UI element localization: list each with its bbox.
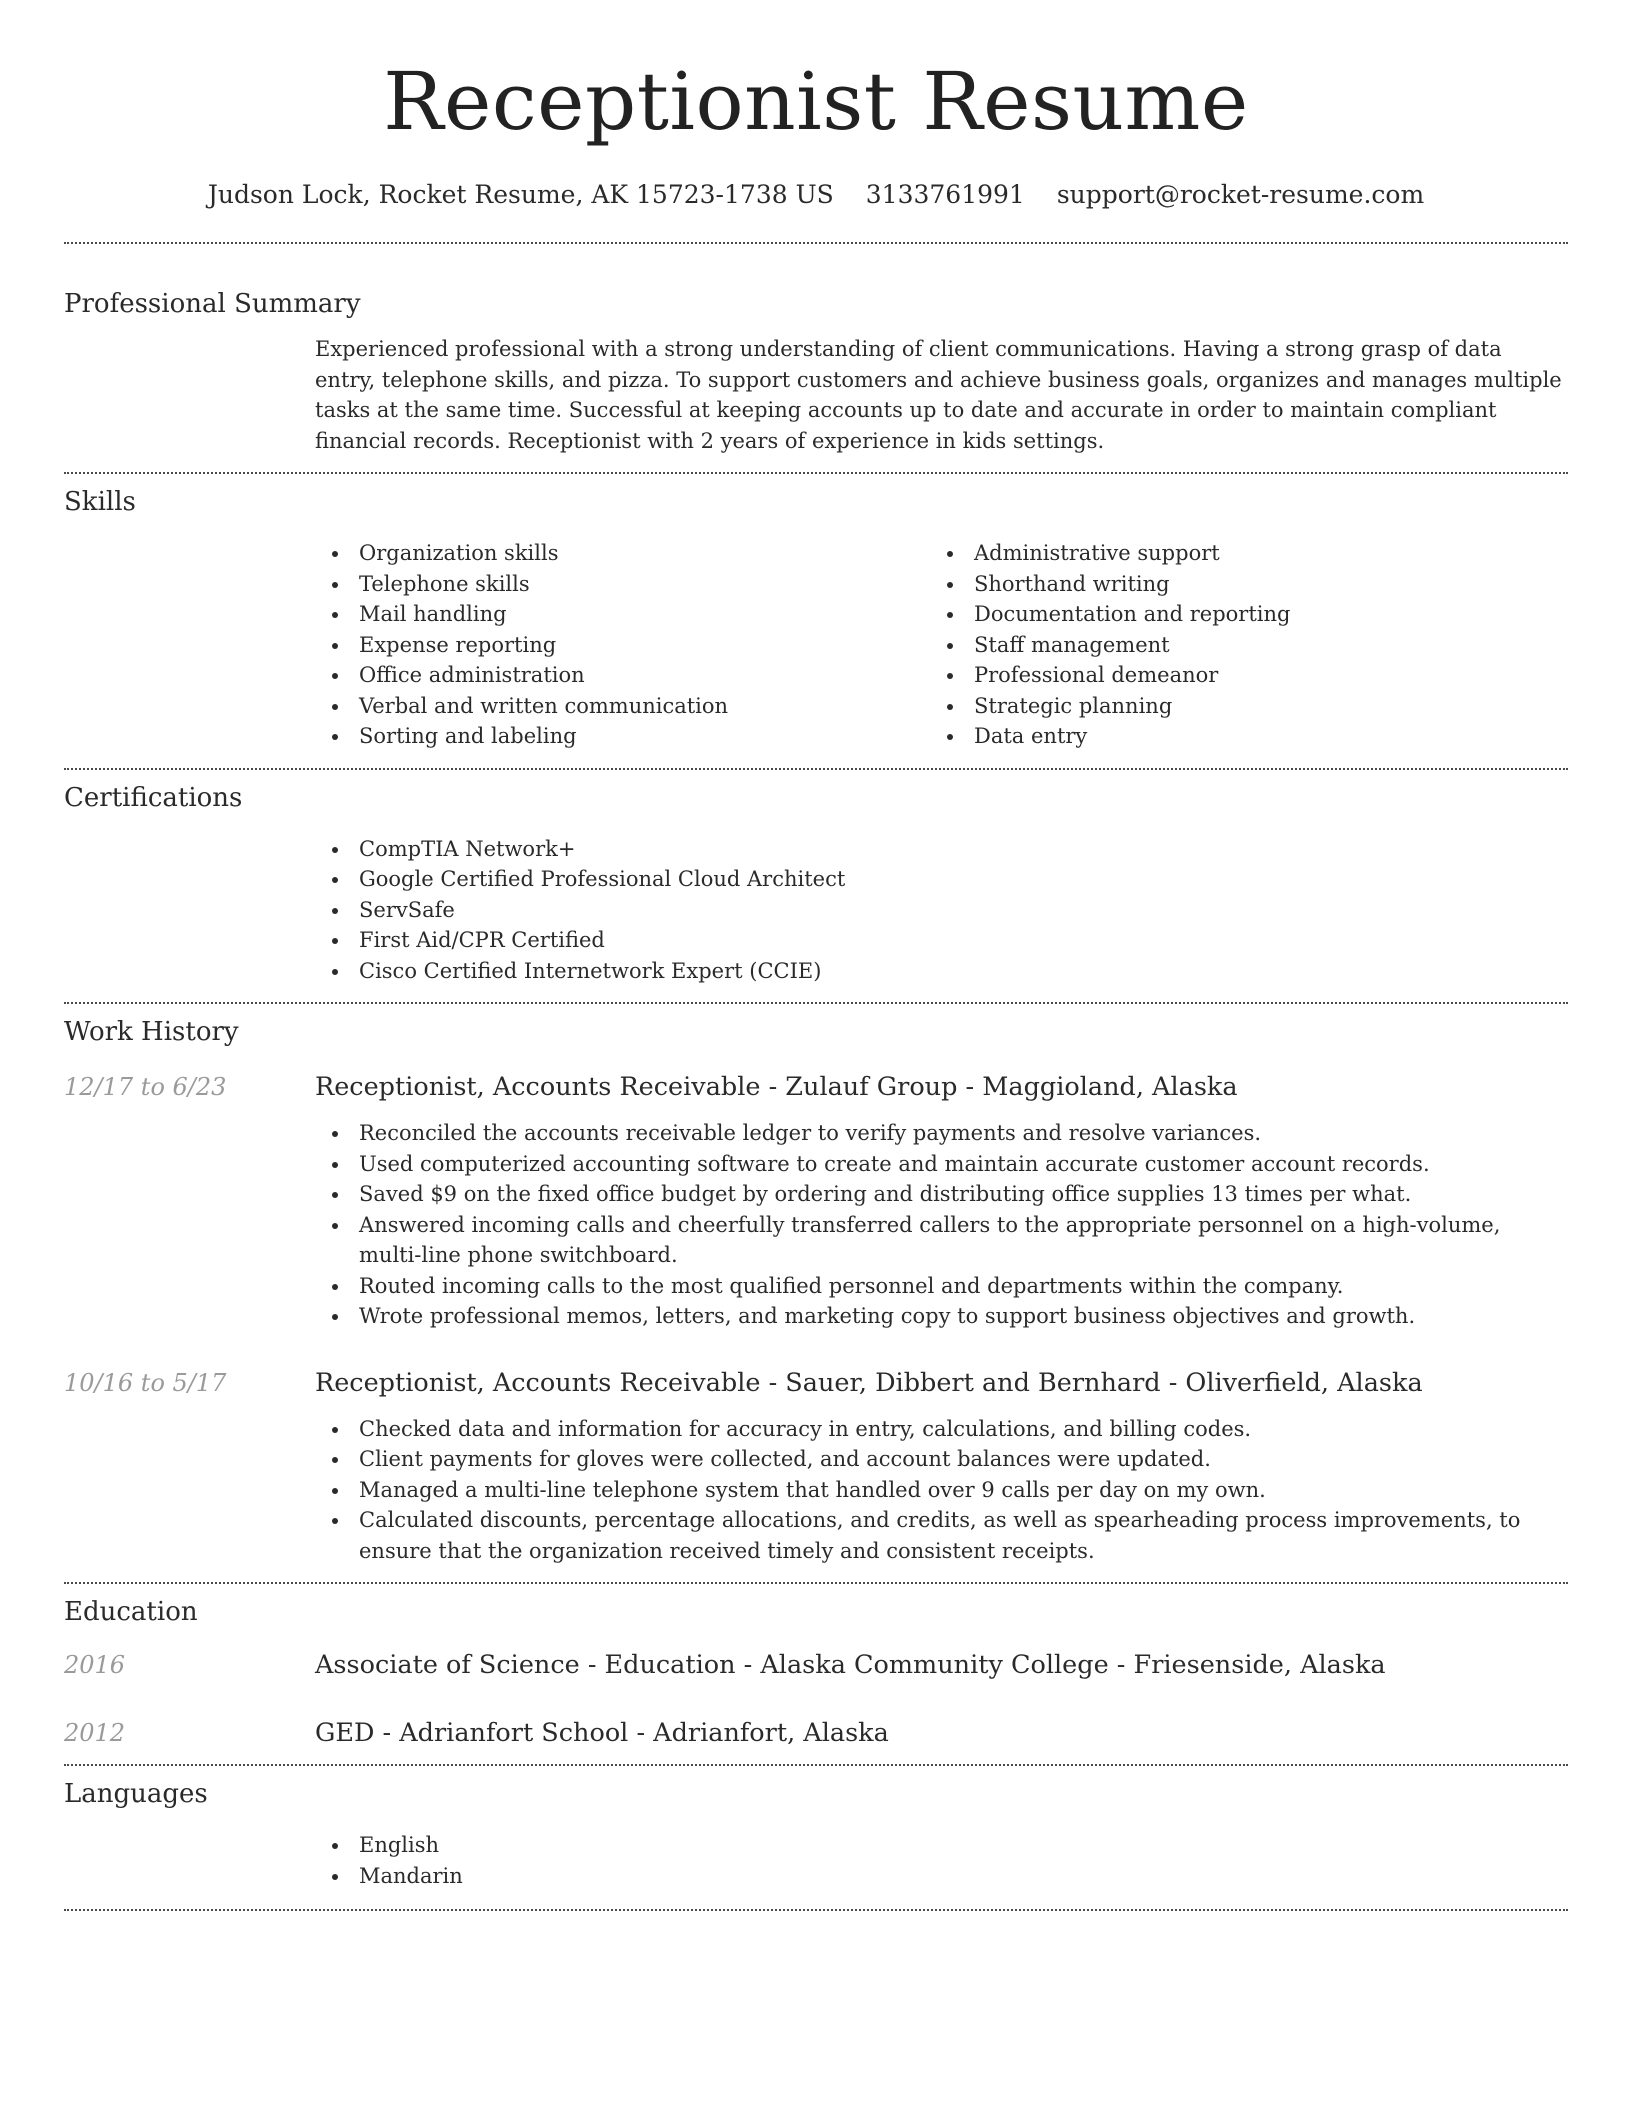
certifications-heading: Certifications [64, 782, 243, 813]
certifications-section [64, 770, 1568, 987]
education-title: Associate of Science - Education - Alaska Community College - Friesenside, Alaska [315, 1650, 1386, 1680]
languages-section [64, 1766, 1568, 1891]
skill-item: Verbal and written communication [315, 691, 930, 722]
skill-item: Mail handling [315, 599, 930, 630]
skills-heading: Skills [64, 487, 136, 517]
education-entry [64, 1648, 1568, 1682]
job-duties [315, 1414, 1568, 1567]
job-dates: 10/16 to 5/17 [64, 1368, 227, 1397]
job-duty-item: Used computerized accounting software to create and maintain accurate customer account records. [315, 1149, 1568, 1180]
language-item: English [315, 1830, 1568, 1861]
summary-heading: Professional Summary [64, 289, 361, 319]
contact-phone: 3133761991 [865, 180, 1025, 209]
summary-section [64, 244, 1568, 456]
skill-item: Expense reporting [315, 630, 930, 661]
work-section [64, 1004, 1568, 1566]
languages-list [315, 1830, 1568, 1891]
skill-item: Data entry [930, 721, 1545, 752]
certification-item: Cisco Certified Internetwork Expert (CCIE) [315, 956, 1568, 987]
education-entry [64, 1716, 1568, 1750]
skill-item: Telephone skills [315, 569, 930, 600]
job-duty-item: Wrote professional memos, letters, and marketing copy to support business objectives and growth. [315, 1301, 1568, 1332]
certification-item: First Aid/CPR Certified [315, 925, 1568, 956]
skill-item: Strategic planning [930, 691, 1545, 722]
skill-item: Shorthand writing [930, 569, 1545, 600]
section-divider [64, 1909, 1568, 1911]
job-entry [64, 1070, 1568, 1332]
skill-item: Organization skills [315, 538, 930, 569]
job-header [64, 1366, 1568, 1400]
certification-item: ServSafe [315, 895, 1568, 926]
job-entry [64, 1366, 1568, 1567]
job-duty-item: Managed a multi-line telephone system that handled over 9 calls per day on my own. [315, 1475, 1568, 1506]
languages-heading: Languages [64, 1779, 208, 1809]
education-heading: Education [64, 1597, 198, 1627]
skill-item: Documentation and reporting [930, 599, 1545, 630]
job-duty-item: Reconciled the accounts receivable ledger to verify payments and resolve variances. [315, 1118, 1568, 1149]
skill-item: Professional demeanor [930, 660, 1545, 691]
education-year: 2016 [64, 1651, 126, 1679]
work-heading: Work History [64, 1017, 239, 1047]
job-duty-item: Saved $9 on the fixed office budget by ordering and distributing office supplies 13 times per what. [315, 1179, 1568, 1210]
certification-item: CompTIA Network+ [315, 834, 1568, 865]
certifications-list [315, 834, 1568, 987]
education-year: 2012 [64, 1719, 126, 1747]
skill-item: Administrative support [930, 538, 1545, 569]
job-title: Receptionist, Accounts Receivable - Sauer, Dibbert and Bernhard - Oliverfield, Alaska [315, 1367, 1423, 1398]
summary-text: Experienced professional with a strong understanding of client communications. Having a strong grasp of data entry, telephone skills, and pizza. To support customers and achieve business goals, organizes and manages multiple tasks at the same time. Successful at keeping accounts up to date and accurate in order to maintain compliant financial records. Receptionist with 2 years of experience in kids settings. [315, 337, 1562, 453]
certification-item: Google Certified Professional Cloud Architect [315, 864, 1568, 895]
job-header [64, 1070, 1568, 1104]
skills-section [64, 474, 1568, 752]
skill-item: Staff management [930, 630, 1545, 661]
contact-line [64, 178, 1568, 212]
job-duty-item: Calculated discounts, percentage allocations, and credits, as well as spearheading process improvements, to ensure that the organization received timely and consistent receipts. [315, 1505, 1568, 1566]
skills-list-left [315, 538, 930, 752]
job-duty-item: Answered incoming calls and cheerfully transferred callers to the appropriate personnel on a high-volume, multi-line phone switchboard. [315, 1210, 1568, 1271]
education-section [64, 1584, 1568, 1750]
skill-item: Sorting and labeling [315, 721, 930, 752]
skills-columns [315, 538, 1568, 752]
job-title: Receptionist, Accounts Receivable - Zulauf Group - Maggioland, Alaska [315, 1072, 1238, 1102]
skills-list-right [930, 538, 1545, 752]
contact-address: Judson Lock, Rocket Resume, AK 15723-1738 US [207, 180, 834, 209]
contact-email: support@rocket-resume.com [1056, 180, 1425, 209]
resume-title: Receptionist Resume [383, 55, 1249, 148]
language-item: Mandarin [315, 1861, 1568, 1892]
job-duty-item: Client payments for gloves were collected, and account balances were updated. [315, 1444, 1568, 1475]
job-duties [315, 1118, 1568, 1332]
skill-item: Office administration [315, 660, 930, 691]
education-title: GED - Adrianfort School - Adrianfort, Alaska [315, 1718, 889, 1748]
job-duty-item: Routed incoming calls to the most qualified personnel and departments within the company. [315, 1271, 1568, 1302]
job-duty-item: Checked data and information for accuracy in entry, calculations, and billing codes. [315, 1414, 1568, 1445]
job-dates: 12/17 to 6/23 [64, 1073, 227, 1101]
